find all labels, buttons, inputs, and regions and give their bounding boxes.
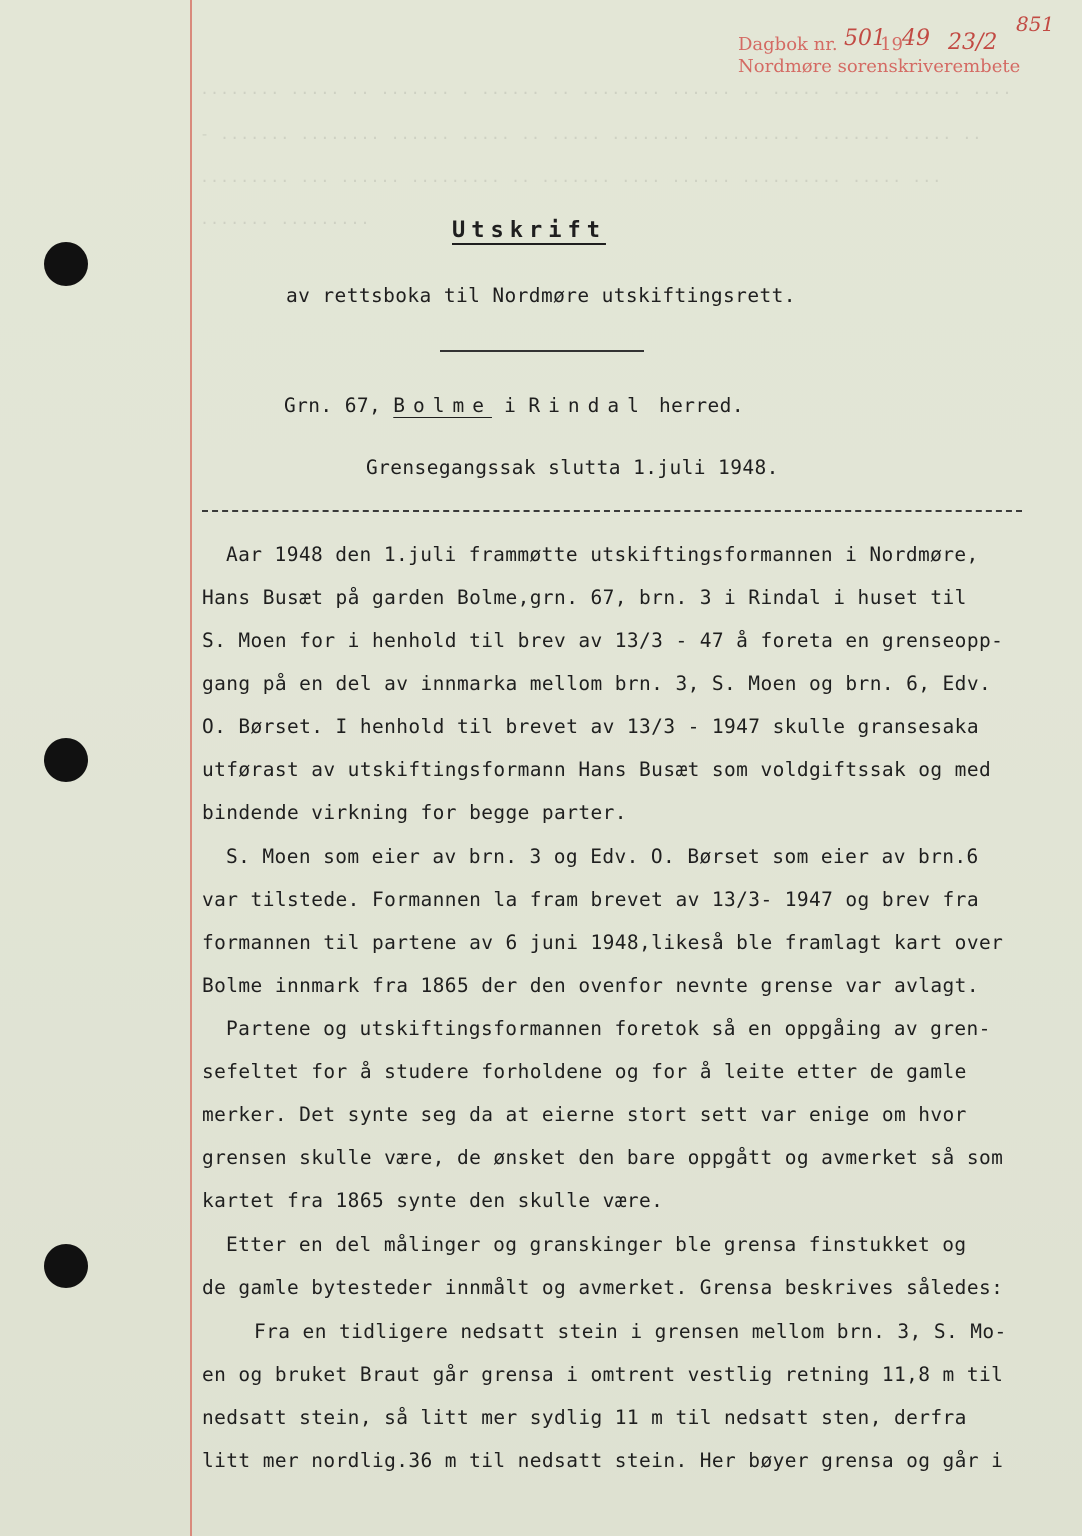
body-line: Partene og utskiftingsformannen foretok så en oppgåing av gren- — [226, 1017, 991, 1040]
document-page: ........ ..... .. ....... . ...... .. ........ ...... .. ..... ..... ....... .... - ....... ........ ...... ..... .. ..... ........ .......... ........ ..... .. ......... ... ...... ......... .. ....... .... ...... .......... ..... ... ....... ......... Dagbok nr. 19 Nordmøre sorenskriverembete 501 49 23/2 851 Utskrift av rettsboka til Nordmøre utskiftingsrett. Grn. 67, Bolme i Rindal herred. Grensegangssak slutta 1.juli 1948. Aar 1948 den 1.juli frammøtte utskiftingsformannen i Nordmøre, Hans Busæt på garden Bolme,grn. 67, brn. 3 i Rindal i huset til S. Moen for i henhold til brev av 13/3 - 47 å foreta en grenseopp- gang på en del av innmarka mellom brn. 3, S. Moen og brn. 6, Edv. O. Børset. I henhold til brevet av 13/3 - 1947 skulle gransesaka utførast av utskiftingsformann Hans Busæt som voldgiftssak og med bindende virkning for begge parter. S. Moen som eier av brn. 3 og Edv. O. Børset som eier av brn.6 var tilstede. Formannen la fram brevet av 13/3- 1947 og brev fra formannen til partene av 6 juni 1948,likeså ble framlagt kart over Bolme innmark fra 1865 der den ovenfor nevnte grense var avlagt. Partene og utskiftingsformannen foretok så en oppgåing av gren- sefeltet for å studere forholdene og for å leite etter de gamle merker. Det synte seg da at eierne stort sett var enige om hvor grensen skulle være, de ønsket den bare oppgått og avmerket så som kartet fra 1865 synte den skulle være. Etter en del målinger og granskinger ble grensa finstukket og de gamle bytesteder innmålt og avmerket. Grensa beskrives således: Fra en tidligere nedsatt stein i grensen mellom brn. 3, S. Mo- en og bruket Braut går grensa i omtrent vestlig retning 11,8 m til nedsatt stein, så litt mer sydlig 11 m til nedsatt sten, derfra litt mer nordlig.36 m til nedsatt stein. Her bøyer grensa og går i — [0, 0, 1082, 1536]
handwritten-date: 23/2 — [948, 30, 998, 55]
body-line: de gamle bytesteder innmålt og avmerket. Grensa beskrives således: — [202, 1276, 1004, 1299]
body-line: bindende virkning for begge parter. — [202, 801, 627, 824]
body-line: formannen til partene av 6 juni 1948,likeså ble framlagt kart over — [202, 931, 1004, 954]
body-line: nedsatt stein, så litt mer sydlig 11 m til nedsatt sten, derfra — [202, 1406, 967, 1429]
margin-line — [190, 0, 192, 1536]
case-municipality: Rindal — [528, 394, 647, 417]
body-line: kartet fra 1865 synte den skulle være. — [202, 1189, 664, 1212]
body-line: merker. Det synte seg da at eierne stort sett var enige om hvor — [202, 1103, 967, 1126]
body-line: Bolme innmark fra 1865 der den ovenfor nevnte grense var avlagt. — [202, 974, 979, 997]
separator — [202, 510, 1022, 512]
body-line: gang på en del av innmarka mellom brn. 3, S. Moen og brn. 6, Edv. — [202, 672, 992, 695]
handwritten-year: 49 — [902, 26, 930, 51]
case-prefix: Grn. 67, — [284, 394, 382, 417]
case-heading — [284, 394, 744, 417]
body-line: S. Moen for i henhold til brev av 13/3 - 47 å foreta en grenseopp- — [202, 629, 1004, 652]
stamp-year-prefix: 19 — [880, 34, 903, 55]
case-suffix: herred. — [658, 394, 744, 417]
body-line: en og bruket Braut går grensa i omtrent vestlig retning 11,8 m til — [202, 1363, 1004, 1386]
case-in: i — [504, 394, 517, 417]
body-line: grensen skulle være, de ønsket den bare oppgått og avmerket så som — [202, 1146, 1004, 1169]
body-line: sefeltet for å studere forholdene og for å leite etter de gamle — [202, 1060, 967, 1083]
body-line: Hans Busæt på garden Bolme,grn. 67, brn. 3 i Rindal i huset til — [202, 586, 967, 609]
body-line: Aar 1948 den 1.juli frammøtte utskiftingsformannen i Nordmøre, — [226, 543, 979, 566]
stamp-office: Nordmøre sorenskriverembete — [738, 56, 1021, 77]
body-line: utførast av utskiftingsformann Hans Busæt som voldgiftssak og med — [202, 758, 992, 781]
document-title: Utskrift — [452, 218, 606, 243]
case-place: Bolme — [393, 394, 492, 417]
body-line: Etter en del målinger og granskinger ble grensa finstukket og — [226, 1233, 967, 1256]
stamp-dagbok: Dagbok nr. — [738, 34, 838, 55]
case-closed: Grensegangssak slutta 1.juli 1948. — [366, 456, 779, 479]
body-line: S. Moen som eier av brn. 3 og Edv. O. Børset som eier av brn.6 — [226, 845, 979, 868]
handwritten-number: 501 — [844, 26, 886, 51]
punch-hole — [44, 1244, 88, 1288]
title-rule — [440, 350, 644, 352]
punch-hole — [44, 738, 88, 782]
body-line: litt mer nordlig.36 m til nedsatt stein. Her bøyer grensa og går i — [202, 1449, 1004, 1472]
body-line: O. Børset. I henhold til brevet av 13/3 - 1947 skulle gransesaka — [202, 715, 979, 738]
page-number: 851 — [1016, 12, 1055, 36]
body-line: Fra en tidligere nedsatt stein i grensen mellom brn. 3, S. Mo- — [254, 1320, 1007, 1343]
body-line: var tilstede. Formannen la fram brevet av 13/3- 1947 og brev fra — [202, 888, 979, 911]
punch-hole — [44, 242, 88, 286]
document-subtitle: av rettsboka til Nordmøre utskiftingsrett. — [286, 284, 796, 307]
